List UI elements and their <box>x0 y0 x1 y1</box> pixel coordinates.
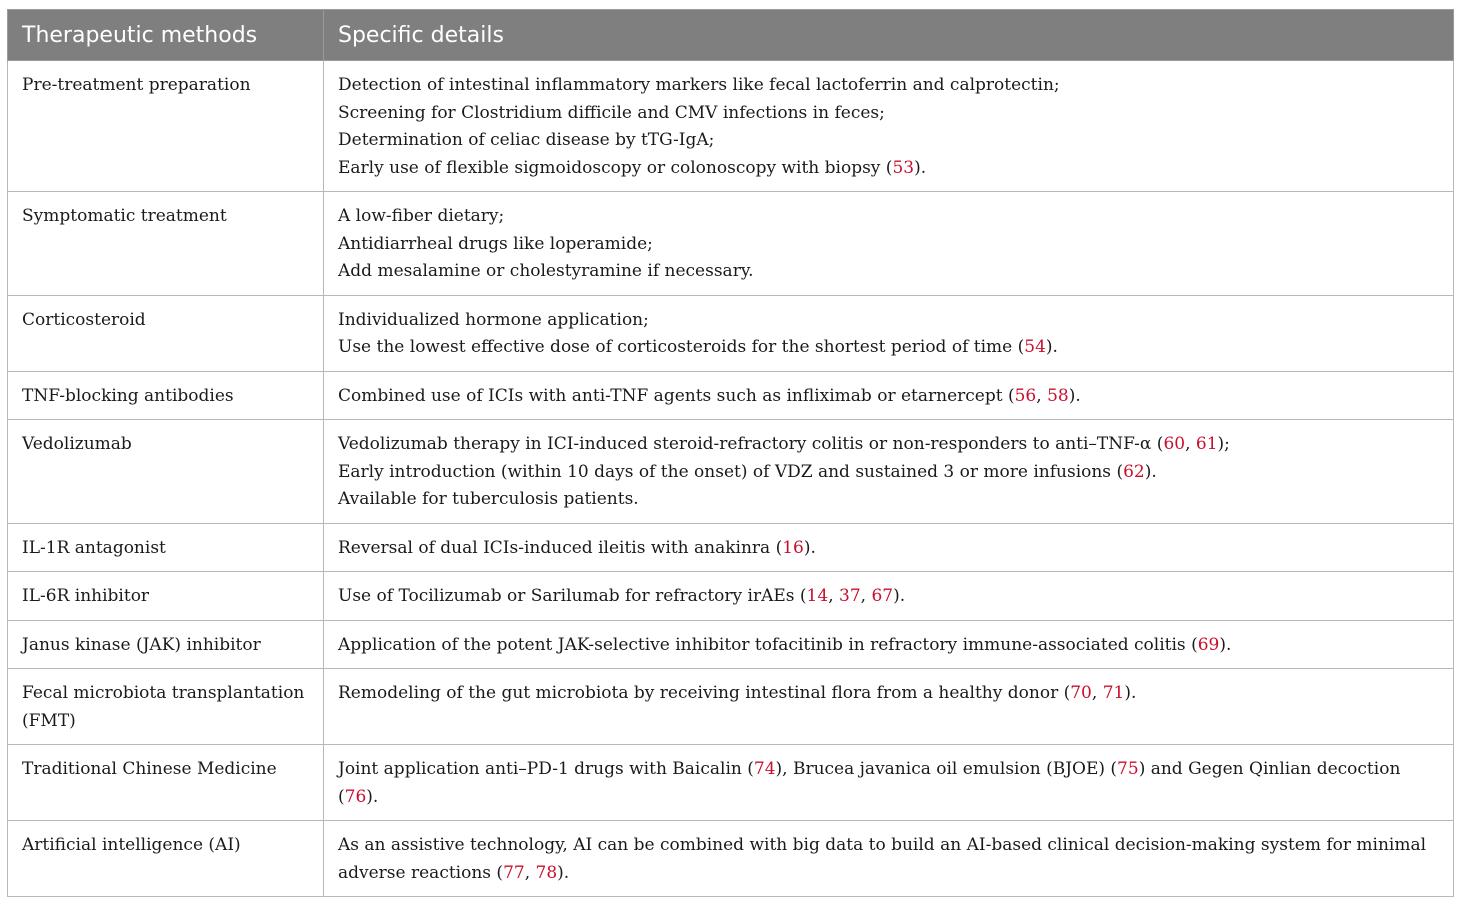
reference-link[interactable]: 56 <box>1014 385 1037 406</box>
reference-link[interactable]: 75 <box>1117 759 1139 779</box>
detail-line <box>338 632 1439 660</box>
reference-link[interactable]: 74 <box>753 759 776 779</box>
detail-text: A low-fiber dietary; <box>338 206 505 226</box>
therapeutic-methods-table <box>7 9 1454 897</box>
therapeutic-method-cell: Janus kinase (JAK) inhibitor <box>8 620 324 669</box>
detail-text: ). <box>1219 634 1232 655</box>
detail-line <box>338 680 1439 708</box>
detail-line <box>338 756 1439 811</box>
specific-details-cell <box>324 572 1454 621</box>
reference-link[interactable]: 61 <box>1195 434 1218 454</box>
detail-text: ) and Gegen Qinlian decoction ( <box>338 759 1401 807</box>
detail-line <box>338 334 1439 362</box>
therapeutic-method-cell: Pre-treatment preparation <box>8 61 324 192</box>
therapeutic-method-cell: Symptomatic treatment <box>8 192 324 296</box>
reference-link[interactable]: 67 <box>871 586 894 606</box>
specific-details-cell <box>324 371 1454 420</box>
table-row <box>8 821 1454 897</box>
table-row <box>8 192 1454 296</box>
reference-link[interactable]: 70 <box>1070 683 1092 703</box>
detail-text: ). <box>1068 385 1081 406</box>
therapeutic-method-cell: Traditional Chinese Medicine <box>8 745 324 821</box>
specific-details-cell <box>324 620 1454 669</box>
detail-text: Vedolizumab therapy in ICI-induced steroid-refractory colitis or non-responders to anti–TNF-α ( <box>338 434 1164 454</box>
detail-line <box>338 431 1439 459</box>
reference-link[interactable]: 58 <box>1047 385 1069 406</box>
detail-line <box>338 535 1439 563</box>
detail-line <box>338 203 1439 231</box>
detail-line <box>338 100 1439 128</box>
table-header-row <box>8 10 1454 61</box>
detail-text: Add mesalamine or cholestyramine if necessary. <box>338 261 754 281</box>
reference-link[interactable]: 37 <box>839 586 861 606</box>
detail-text: Antidiarrheal drugs like loperamide; <box>338 233 653 254</box>
detail-line <box>338 127 1439 155</box>
specific-details-cell <box>324 61 1454 192</box>
detail-text: ); <box>1217 434 1230 454</box>
detail-line <box>338 486 1439 514</box>
table-row <box>8 745 1454 821</box>
detail-line <box>338 383 1439 411</box>
detail-line <box>338 155 1439 183</box>
table-row <box>8 61 1454 192</box>
detail-text: , <box>1185 434 1196 454</box>
detail-text: , <box>1091 683 1103 703</box>
table-row <box>8 420 1454 524</box>
therapeutic-method-cell: Fecal microbiota transplantation (FMT) <box>8 669 324 745</box>
detail-text: Available for tuberculosis patients. <box>338 489 639 509</box>
table-row <box>8 572 1454 621</box>
therapeutic-method-cell: Artificial intelligence (AI) <box>8 821 324 897</box>
detail-text: Individualized hormone application; <box>338 309 649 330</box>
therapeutic-method-cell: Vedolizumab <box>8 420 324 524</box>
detail-text: ). <box>557 862 570 883</box>
header-specific-details: Specific details <box>324 10 1454 61</box>
detail-text: ). <box>914 157 927 178</box>
detail-text: Combined use of ICIs with anti-TNF agents such as infliximab or etarnercept ( <box>338 385 1015 406</box>
reference-link[interactable]: 77 <box>503 862 525 883</box>
detail-line <box>338 459 1439 487</box>
table-row <box>8 620 1454 669</box>
detail-text: , <box>828 586 839 606</box>
therapeutic-method-cell: IL-6R inhibitor <box>8 572 324 621</box>
reference-link[interactable]: 60 <box>1163 434 1186 454</box>
detail-text: ). <box>366 786 379 807</box>
specific-details-cell <box>324 523 1454 572</box>
detail-line <box>338 832 1439 887</box>
detail-text: Screening for Clostridium difficile and CMV infections in feces; <box>338 102 885 123</box>
detail-text: Application of the potent JAK-selective inhibitor tofacitinib in refractory immune-associated colitis ( <box>338 634 1198 655</box>
detail-text: Reversal of dual ICIs-induced ileitis with anakinra ( <box>338 537 783 558</box>
header-therapeutic-methods: Therapeutic methods <box>8 10 324 61</box>
detail-text: As an assistive technology, AI can be combined with big data to build an AI-based clinical decision-making system for minimal adverse reactions ( <box>338 835 1427 883</box>
specific-details-cell <box>324 669 1454 745</box>
therapeutic-method-cell: Corticosteroid <box>8 295 324 371</box>
reference-link[interactable]: 62 <box>1123 461 1145 482</box>
detail-text: Remodeling of the gut microbiota by receiving intestinal flora from a healthy donor ( <box>338 683 1071 703</box>
table-row <box>8 371 1454 420</box>
detail-line <box>338 72 1439 100</box>
specific-details-cell <box>324 295 1454 371</box>
detail-text: Use of Tocilizumab or Sarilumab for refractory irAEs ( <box>338 586 807 606</box>
detail-text: Joint application anti–PD-1 drugs with Baicalin ( <box>338 759 754 779</box>
detail-text: Detection of intestinal inflammatory markers like fecal lactoferrin and calprotectin; <box>338 75 1060 95</box>
detail-text: , <box>860 586 872 606</box>
specific-details-cell <box>324 821 1454 897</box>
specific-details-cell <box>324 745 1454 821</box>
therapeutic-method-cell: TNF-blocking antibodies <box>8 371 324 420</box>
detail-line <box>338 583 1439 611</box>
detail-text: Early introduction (within 10 days of the onset) of VDZ and sustained 3 or more infusions ( <box>338 461 1124 482</box>
reference-link[interactable]: 76 <box>344 786 367 807</box>
reference-link[interactable]: 78 <box>535 862 558 883</box>
specific-details-cell <box>324 420 1454 524</box>
detail-line <box>338 231 1439 259</box>
reference-link[interactable]: 53 <box>892 157 915 178</box>
detail-text: Determination of celiac disease by tTG-IgA; <box>338 130 715 150</box>
detail-text: ). <box>1144 461 1157 482</box>
table-container <box>7 9 1453 897</box>
detail-line <box>338 307 1439 335</box>
reference-link[interactable]: 14 <box>806 586 829 606</box>
reference-link[interactable]: 71 <box>1102 683 1125 703</box>
table-row <box>8 523 1454 572</box>
table-body <box>8 61 1454 897</box>
detail-text: ). <box>803 537 816 558</box>
detail-text: Use the lowest effective dose of corticosteroids for the shortest period of time ( <box>338 337 1025 357</box>
therapeutic-method-cell: IL-1R antagonist <box>8 523 324 572</box>
reference-link[interactable]: 16 <box>782 537 804 558</box>
detail-text: , <box>524 862 536 883</box>
detail-text: ). <box>1124 683 1137 703</box>
detail-text: ). <box>1045 337 1058 357</box>
reference-link[interactable]: 69 <box>1197 634 1220 655</box>
detail-line <box>338 258 1439 286</box>
specific-details-cell <box>324 192 1454 296</box>
detail-text: Early use of flexible sigmoidoscopy or colonoscopy with biopsy ( <box>338 157 893 178</box>
detail-text: , <box>1036 385 1048 406</box>
reference-link[interactable]: 54 <box>1024 337 1046 357</box>
table-row <box>8 669 1454 745</box>
detail-text: ). <box>893 586 906 606</box>
table-row <box>8 295 1454 371</box>
detail-text: ), Brucea javanica oil emulsion (BJOE) ( <box>775 759 1118 779</box>
